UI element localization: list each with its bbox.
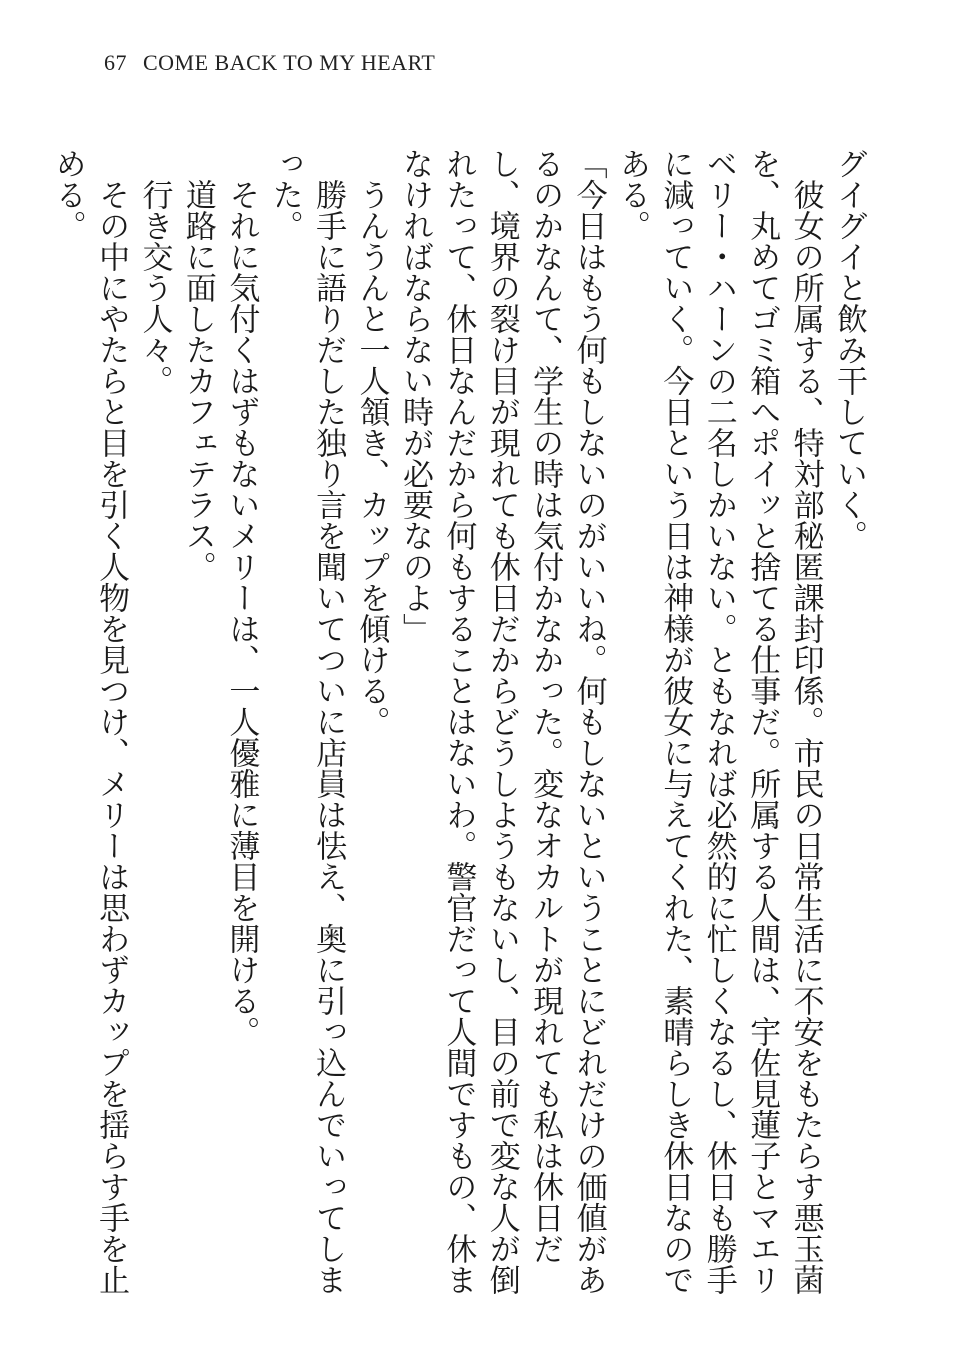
- paragraph: 彼女の所属する、特対部秘匿課封印係。市民の日常生活に不安をもたらす悪玉菌を、丸めてゴミ箱へポイッと捨てる仕事だ。所属する人間は、宇佐見蓮子とマエリベリー・ハーンの二名しかいない。ともなれば必然的に忙しくなるし、休日も勝手に減っていく。今日という日は神様が彼女に与えてくれた、素晴らしき休日なのである。: [613, 148, 824, 1295]
- paragraph: 勝手に語りだした独り言を聞いてついに店員は怯え、奥に引っ込んでいってしまった。: [266, 148, 347, 1295]
- dialogue-paragraph: 「今日はもう何もしないのがいいね。何もしないということにどれだけの価値があるのかなんて、学生の時は気付かなかった。変なオカルトが現れても私は休日だし、境界の裂け目が現れても休日だからどうしようもないし、目の前で変な人が倒れたって、休日なんだから何もすることはないわ。警官だって人間ですもの、休まなければならない時が必要なのよ」: [396, 148, 607, 1295]
- page-number: 67: [104, 50, 127, 75]
- running-title: COME BACK TO MY HEART: [143, 50, 436, 75]
- paragraph: うんうんと一人頷き、カップを傾ける。: [353, 179, 390, 737]
- paragraph: その中にやたらと目を引く人物を見つけ、メリーは思わずカップを揺らす手を止める。: [49, 148, 130, 1295]
- paragraph: 行き交う人々。: [136, 179, 173, 396]
- vertical-body-text: [49, 148, 870, 1308]
- running-header: [104, 50, 435, 76]
- paragraph: グイグイと飲み干していく。: [831, 148, 867, 551]
- paragraph: それに気付くはずもないメリーは、一人優雅に薄目を開ける。: [223, 179, 260, 1047]
- paragraph: 道路に面したカフェテラス。: [179, 179, 216, 582]
